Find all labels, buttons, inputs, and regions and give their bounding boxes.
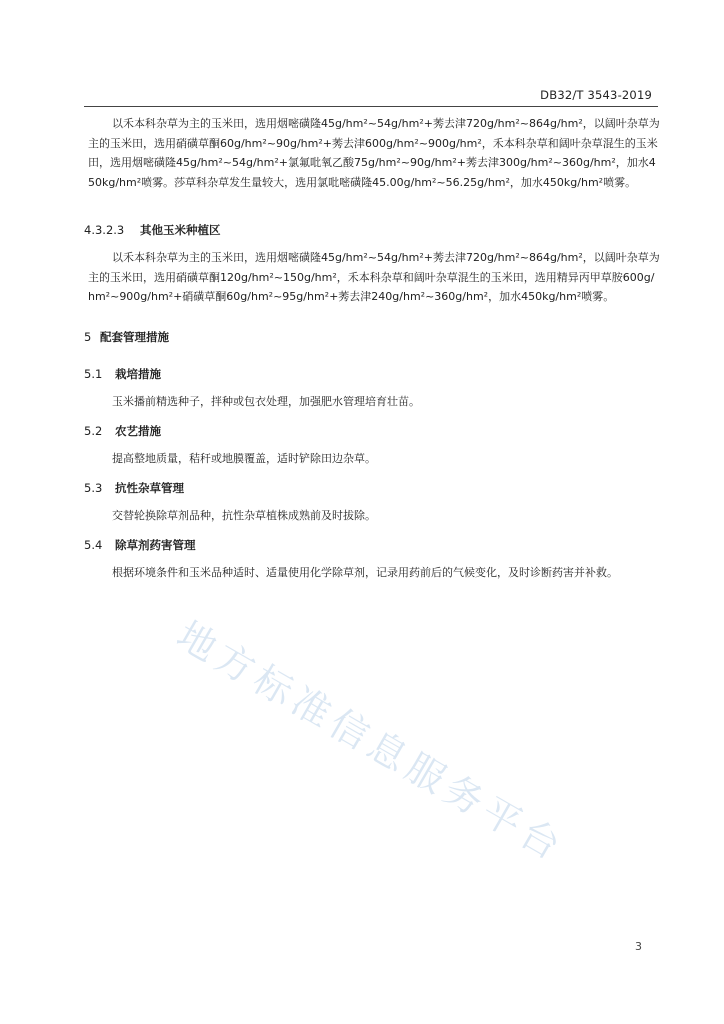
page-number: 3: [635, 940, 642, 953]
heading-number: 5.4: [84, 538, 103, 552]
heading-title: 抗性杂草管理: [115, 481, 184, 495]
heading-title: 其他玉米种植区: [140, 223, 221, 237]
heading-5-4: [84, 537, 196, 553]
heading-5-1: [84, 366, 161, 382]
document-code: DB32/T 3543-2019: [540, 88, 652, 102]
watermark: 地方标准信息服务平台: [169, 612, 573, 871]
heading-4-3-2-3: [84, 222, 221, 238]
header-divider: [84, 106, 658, 107]
heading-5-2: [84, 423, 161, 439]
paragraph-5-1: 玉米播前精选种子，拌种或包衣处理，加强肥水管理培育壮苗。: [112, 395, 420, 408]
paragraph-5-3: 交替轮换除草剂品种，抗性杂草植株成熟前及时拔除。: [112, 509, 376, 522]
heading-5: [84, 329, 169, 345]
heading-title: 配套管理措施: [100, 330, 169, 344]
heading-number: 5.2: [84, 424, 103, 438]
heading-title: 栽培措施: [115, 367, 161, 381]
heading-title: 农艺措施: [115, 424, 161, 438]
heading-number: 4.3.2.3: [84, 223, 125, 237]
heading-title: 除草剂药害管理: [115, 538, 196, 552]
heading-number: 5.1: [84, 367, 103, 381]
paragraph-4-3-2-2: 以禾本科杂草为主的玉米田，选用烟嘧磺隆45g/hm²~54g/hm²+莠去津720g/hm²~864g/hm²，以阔叶杂草为主的玉米田，选用硝磺草酮60g/hm²~90g/hm²+莠去津600g/hm²~900g/hm²，禾本科杂草和阔叶杂草混生的玉米田，选用烟嘧磺隆45g/hm²~54g/hm²+氯氟吡氧乙酸75g/hm²~90g/hm²+莠去津300g/hm²~360g/hm²，加水450kg/hm²喷雾。莎草科杂草发生量较大，选用氯吡嘧磺隆45.00g/hm²~56.25g/hm²，加水450kg/hm²喷雾。: [88, 117, 660, 189]
paragraph-5-2: 提高整地质量，秸秆或地膜覆盖，适时铲除田边杂草。: [112, 452, 376, 465]
paragraph-5-4: 根据环境条件和玉米品种适时、适量使用化学除草剂，记录用药前后的气候变化，及时诊断药害并补救。: [112, 566, 618, 579]
heading-5-3: [84, 480, 184, 496]
heading-number: 5: [84, 330, 92, 344]
paragraph-4-3-2-3: 以禾本科杂草为主的玉米田，选用烟嘧磺隆45g/hm²~54g/hm²+莠去津720g/hm²~864g/hm²，以阔叶杂草为主的玉米田，选用硝磺草酮120g/hm²~150g/hm²，禾本科杂草和阔叶杂草混生的玉米田，选用精异丙甲草胺600g/hm²~900g/hm²+硝磺草酮60g/hm²~95g/hm²+莠去津240g/hm²~360g/hm²，加水450kg/hm²喷雾。: [88, 251, 660, 303]
heading-number: 5.3: [84, 481, 103, 495]
